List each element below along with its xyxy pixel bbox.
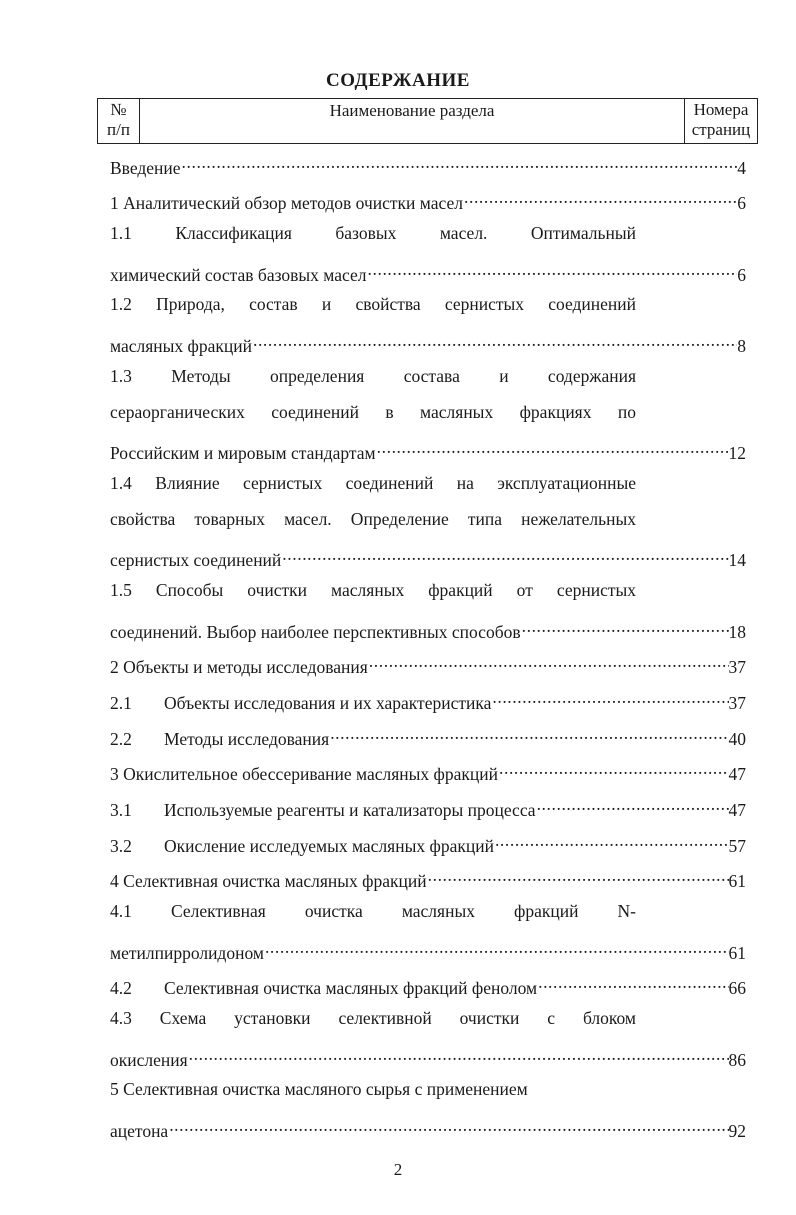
toc-entry-line xyxy=(110,614,746,642)
dot-leader xyxy=(427,863,729,887)
dot-leader xyxy=(252,328,737,352)
header-number-label: № xyxy=(110,100,127,119)
toc-entry-title-cont: метилпирролидоном xyxy=(110,943,264,963)
header-pages-label: Номера xyxy=(693,100,749,119)
toc-entry-chapter-2[interactable] xyxy=(110,649,746,677)
toc-entry-page: 57 xyxy=(728,836,746,856)
dot-leader xyxy=(264,935,729,959)
toc-entry-section-2-1[interactable] xyxy=(110,685,746,713)
toc-entry-line xyxy=(110,292,636,316)
toc-entry-title: Объекты исследования и их характеристика xyxy=(164,693,492,713)
toc-entry-number: 1.5 xyxy=(110,580,132,600)
toc-entry-title: 4 Селективная очистка масляных фракций xyxy=(110,871,427,891)
toc-entry-page: 37 xyxy=(728,657,746,677)
dot-leader xyxy=(494,828,729,852)
toc-entry-title: Окисление исследуемых масляных фракций xyxy=(164,836,494,856)
toc-entry-line xyxy=(110,935,746,963)
toc-entry-page: 8 xyxy=(737,336,746,356)
toc-entry-page: 86 xyxy=(728,1050,746,1070)
dot-leader xyxy=(537,970,728,994)
toc-entry-section-4-2[interactable] xyxy=(110,970,746,998)
dot-leader xyxy=(329,721,728,745)
toc-entry-title: Используемые реагенты и катализаторы процесса xyxy=(164,800,536,820)
toc-entry-title-cont: окисления xyxy=(110,1050,188,1070)
toc-entry-line xyxy=(110,507,636,531)
toc-entry-page: 92 xyxy=(728,1121,746,1141)
header-pages-column xyxy=(685,99,757,143)
dot-leader xyxy=(368,649,729,673)
toc-entry-title-cont: Российским и мировым стандартам xyxy=(110,443,376,463)
toc-entry-title-cont: ацетона xyxy=(110,1121,169,1141)
toc-entry-title: Схема установки селективной очистки с блоком xyxy=(159,1008,636,1028)
toc-entry-line xyxy=(110,471,636,495)
toc-entry-title: 5 Селективная очистка масляного сырья с применением xyxy=(110,1079,528,1099)
dot-leader xyxy=(168,1113,728,1137)
toc-entry-number: 1.1 xyxy=(110,223,132,243)
toc-entry-line xyxy=(110,328,746,356)
dot-leader xyxy=(491,685,728,709)
toc-entry-page: 47 xyxy=(728,764,746,784)
header-number-sublabel: п/п xyxy=(107,120,130,139)
toc-entry-page: 4 xyxy=(737,158,746,178)
toc-entry-title: 3 Окислительное обессеривание масляных фракций xyxy=(110,764,498,784)
toc-entry-title-cont: химический состав базовых масел xyxy=(110,265,367,285)
toc-entry-section-2-2[interactable] xyxy=(110,721,746,749)
toc-entry-chapter-3[interactable] xyxy=(110,756,746,784)
dot-leader xyxy=(521,614,729,638)
toc-entry-chapter-1[interactable] xyxy=(110,185,746,213)
toc-entry-title: Способы очистки масляных фракций от сернистых xyxy=(155,580,636,600)
toc-entry-title: 2 Объекты и методы исследования xyxy=(110,657,368,677)
dot-leader xyxy=(181,150,738,174)
header-pages-sublabel: страниц xyxy=(691,120,751,139)
page-number: 2 xyxy=(393,1160,403,1179)
page-title: СОДЕРЖАНИЕ xyxy=(326,70,470,91)
toc-entry-page: 12 xyxy=(728,443,746,463)
toc-entry-number: 1.4 xyxy=(110,473,132,493)
dot-leader xyxy=(188,1042,729,1066)
toc-entry-line xyxy=(110,1113,746,1141)
toc-entry-number: 4.2 xyxy=(110,978,132,998)
toc-entry-page: 6 xyxy=(737,193,746,213)
dot-leader xyxy=(463,185,737,209)
toc-entry-title: Методы исследования xyxy=(164,729,330,749)
toc-entry-page: 6 xyxy=(737,265,746,285)
header-number-column xyxy=(98,99,140,143)
toc-entry-line xyxy=(110,899,636,923)
toc-entry-title-cont: масляных фракций xyxy=(110,336,252,356)
dot-leader xyxy=(498,756,729,780)
toc-entry-section-3-1[interactable] xyxy=(110,792,746,820)
toc-entry-number: 3.2 xyxy=(110,836,132,856)
toc-entry-line xyxy=(110,1077,746,1101)
toc-entry-title: Влияние сернистых соединений на эксплуатационные xyxy=(155,473,636,493)
toc-entry-page: 47 xyxy=(728,800,746,820)
toc-entry-number: 4.1 xyxy=(110,901,132,921)
dot-leader xyxy=(376,435,729,459)
toc-entry-page: 37 xyxy=(728,693,746,713)
toc-entry-introduction[interactable] xyxy=(110,150,746,178)
toc-entry-page: 66 xyxy=(728,978,746,998)
toc-entry-page: 61 xyxy=(728,871,746,891)
toc-entry-page: 61 xyxy=(728,943,746,963)
toc-entry-number: 3.1 xyxy=(110,800,132,820)
toc-entry-number: 1.3 xyxy=(110,366,132,386)
toc-entry-line xyxy=(110,1042,746,1070)
toc-entry-title: Селективная очистка масляных фракций N- xyxy=(170,901,636,921)
toc-entry-number: 1.2 xyxy=(110,294,132,314)
toc-entry-title: Методы определения состава и содержания xyxy=(171,366,636,386)
toc-entry-title-cont: сераорганических соединений в масляных фракциях по xyxy=(110,402,636,422)
dot-leader xyxy=(281,542,728,566)
toc-entry-page: 40 xyxy=(728,729,746,749)
toc-entry-line xyxy=(110,578,636,602)
toc-entry-line xyxy=(110,435,746,463)
toc-entry-number: 2.2 xyxy=(110,729,132,749)
toc-entry-line xyxy=(110,364,636,388)
toc-entry-title: 1 Аналитический обзор методов очистки масел xyxy=(110,193,463,213)
toc-entry-number: 2.1 xyxy=(110,693,132,713)
toc-entry-line xyxy=(110,221,636,245)
toc-entry-title: Природа, состав и свойства сернистых соединений xyxy=(156,294,636,314)
toc-entry-number: 4.3 xyxy=(110,1008,132,1028)
toc-entry-title: Классификация базовых масел. Оптимальный xyxy=(175,223,636,243)
toc-entry-title-cont: свойства товарных масел. Определение типа нежелательных xyxy=(110,509,636,529)
toc-entry-title: Введение xyxy=(110,158,181,178)
header-section-name-column: Наименование раздела xyxy=(140,99,685,143)
toc-entry-line xyxy=(110,542,746,570)
toc-header-table xyxy=(97,98,758,144)
toc-entry-line xyxy=(110,1006,636,1030)
toc-entry-chapter-4[interactable] xyxy=(110,863,746,891)
toc-entry-title-cont: сернистых соединений xyxy=(110,550,282,570)
toc-entry-title-cont: соединений. Выбор наиболее перспективных способов xyxy=(110,622,521,642)
toc-entry-page: 14 xyxy=(728,550,746,570)
toc-entry-section-3-2[interactable] xyxy=(110,828,746,856)
toc-entry-page: 18 xyxy=(728,622,746,642)
toc-entry-line xyxy=(110,257,746,285)
toc-entry-title: Селективная очистка масляных фракций фенолом xyxy=(164,978,538,998)
dot-leader xyxy=(536,792,729,816)
dot-leader xyxy=(367,257,738,281)
toc-entry-line xyxy=(110,400,636,424)
